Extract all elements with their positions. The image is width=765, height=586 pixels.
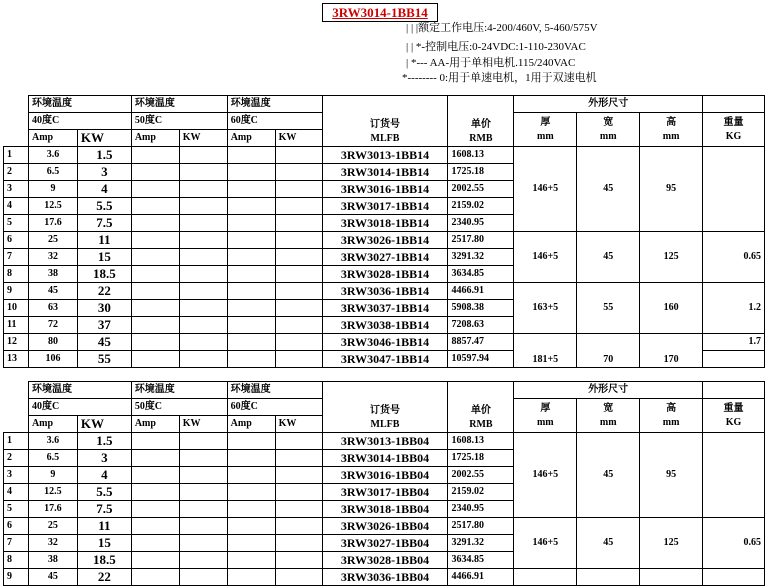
- table-row: 9 45 22 3RW3036-1BB04 4466.91: [4, 569, 765, 586]
- spec-table-1: [3, 95, 765, 368]
- note-line-4: *-------- 0:用于单速电机，1用于双速电机: [402, 72, 597, 84]
- header-weight: 重量 KG: [703, 113, 765, 147]
- header-price: 单价 RMB: [448, 382, 514, 433]
- note-line-1: | | |额定工作电压:4-200/460V, 5-460/575V: [406, 22, 598, 34]
- header-temp-60: 60度C: [227, 399, 322, 416]
- table-row: 13 106 55 3RW3047-1BB14 10597.94: [4, 351, 765, 368]
- header-width: 宽 mm: [577, 113, 640, 147]
- table-row: 2 6.5 3 3RW3014-1BB14 1725.18: [4, 164, 765, 181]
- header-kw: KW: [275, 130, 322, 147]
- table-row: 4 12.5 5.5 3RW3017-1BB14 2159.02: [4, 198, 765, 215]
- table-row: 9 45 22 3RW3036-1BB14 4466.91 163+5 55 160 1.2: [4, 283, 765, 300]
- header-temp-40: 40度C: [28, 399, 131, 416]
- table-row: 6 25 11 3RW3026-1BB04 2517.80 146+5 45 125 0.65: [4, 518, 765, 535]
- header-amp: Amp: [28, 416, 77, 433]
- header-amp: Amp: [227, 416, 275, 433]
- table-row: 1 3.6 1.5 3RW3013-1BB04 1608.13 146+5 45 95: [4, 433, 765, 450]
- header-mlfb: 订货号 MLFB: [322, 382, 448, 433]
- header-temp-40: 40度C: [28, 113, 131, 130]
- header-env-40: 环境温度: [28, 96, 131, 113]
- header-height: 高 mm: [640, 399, 703, 433]
- note-line-2: | | *-控制电压:0-24VDC:1-110-230VAC: [406, 41, 586, 53]
- header-env-60: 环境温度: [227, 96, 322, 113]
- table-row: 5 17.6 7.5 3RW3018-1BB04 2340.95: [4, 501, 765, 518]
- header-temp-50: 50度C: [131, 399, 227, 416]
- header-amp: Amp: [227, 130, 275, 147]
- header-env-50: 环境温度: [131, 96, 227, 113]
- table-row: 8 38 18.5 3RW3028-1BB04 3634.85: [4, 552, 765, 569]
- header-width: 宽 mm: [577, 399, 640, 433]
- header-kw: KW: [77, 130, 131, 147]
- table-row: 5 17.6 7.5 3RW3018-1BB14 2340.95: [4, 215, 765, 232]
- header-thick: 厚 mm: [514, 399, 577, 433]
- header-mlfb: 订货号 MLFB: [322, 96, 448, 147]
- header-kw: KW: [179, 416, 227, 433]
- table-row: 11 72 37 3RW3038-1BB14 7208.63: [4, 317, 765, 334]
- header-amp: Amp: [131, 416, 179, 433]
- header-amp: Amp: [28, 130, 77, 147]
- header-kw: KW: [179, 130, 227, 147]
- header-env-40: 环境温度: [28, 382, 131, 399]
- document-title: 3RW3014-1BB14: [322, 3, 438, 22]
- table-row: 6 25 11 3RW3026-1BB14 2517.80 146+5 45 125 0.65: [4, 232, 765, 249]
- header-dims: 外形尺寸: [514, 382, 703, 399]
- table-row: 1 3.6 1.5 3RW3013-1BB14 1608.13 146+5 45 95: [4, 147, 765, 164]
- table-row: 7 32 15 3RW3027-1BB14 3291.32: [4, 249, 765, 266]
- table-row: 7 32 15 3RW3027-1BB04 3291.32: [4, 535, 765, 552]
- table-row: 2 6.5 3 3RW3014-1BB04 1725.18: [4, 450, 765, 467]
- header-temp-60: 60度C: [227, 113, 322, 130]
- header-env-50: 环境温度: [131, 382, 227, 399]
- table-row: 3 9 4 3RW3016-1BB04 2002.55: [4, 467, 765, 484]
- spec-table-2: [3, 381, 765, 586]
- header-height: 高 mm: [640, 113, 703, 147]
- header-amp: Amp: [131, 130, 179, 147]
- table-row: 3 9 4 3RW3016-1BB14 2002.55: [4, 181, 765, 198]
- header-kw: KW: [77, 416, 131, 433]
- header-dims: 外形尺寸: [514, 96, 703, 113]
- header-env-60: 环境温度: [227, 382, 322, 399]
- header-temp-50: 50度C: [131, 113, 227, 130]
- table-row: 12 80 45 3RW3046-1BB14 8857.47 181+5 70 170 1.7: [4, 334, 765, 351]
- table-row: 8 38 18.5 3RW3028-1BB14 3634.85: [4, 266, 765, 283]
- header-weight: 重量 KG: [703, 399, 765, 433]
- header-price: 单价 RMB: [448, 96, 514, 147]
- note-line-3: | *--- AA-用于单相电机.115/240VAC: [406, 57, 576, 69]
- header-thick: 厚 mm: [514, 113, 577, 147]
- table-row: 10 63 30 3RW3037-1BB14 5908.38: [4, 300, 765, 317]
- table-row: 4 12.5 5.5 3RW3017-1BB04 2159.02: [4, 484, 765, 501]
- header-kw: KW: [275, 416, 322, 433]
